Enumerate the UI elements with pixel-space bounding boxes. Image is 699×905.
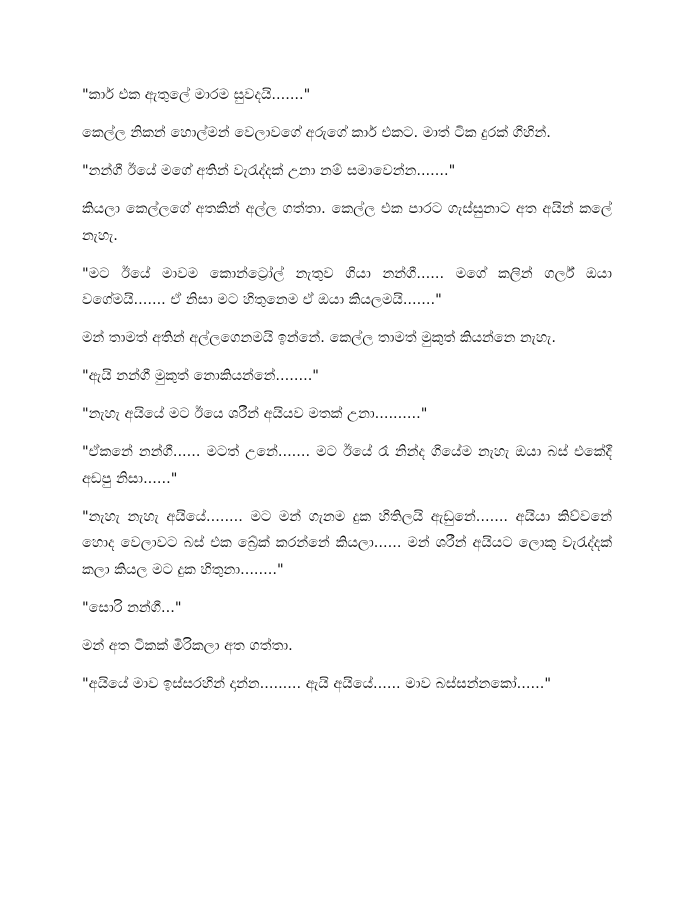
paragraph: "ඒකනේ නන්ගී...... මටත් උනේ....... මට ඊයේ රෑ නින්ද ගියේම නැහැ ඔයා බස් එකේදී අඩපු නිසා......" xyxy=(82,444,612,487)
paragraph: "ඇයි නන්ගී මුකුත් නොකියන්නේ........" xyxy=(82,368,319,384)
paragraph: මන් අත ටිකක් මිරිකලා අත ගත්තා. xyxy=(82,637,293,654)
paragraph: කෙල්ල නිකන් හොල්මන් වෙලාවගේ අරුගේ කාර් එකට. මාත් ටික දුරක් ගිහින්. xyxy=(82,125,551,141)
document-page xyxy=(82,82,612,709)
paragraph: "නන්ගී ඊයේ මගේ අතින් වැරැද්දක් උනා නම් සමාවෙන්න......." xyxy=(82,163,456,179)
paragraph: මන් තාමත් අතින් අල්ලගෙනමයි ඉන්නේ. කෙල්ල තාමත් මුකුත් කියන්නෙ නැහැ. xyxy=(82,330,556,346)
paragraph: "මට ඊයේ මාවම කොන්ට්‍රෝල් නැතුව ගියා නන්ගී...... මගේ කලින් ගර්ල් ඔයා වගේමයි....... ඒ නිසා මට හිතුනෙම ඒ ඔයා කියලමයි......." xyxy=(82,265,612,308)
paragraph: "සොරි නන්ගී..." xyxy=(82,599,182,616)
paragraph: "නැහැ අයියේ මට ඊයෙ ශරීන් අයියව මතක් උනා.........." xyxy=(82,406,428,422)
paragraph: "අයියේ මාව ඉස්සරහින් දාන්න......... ඇයි අයියේ...... මාව බස්සන්නකෝ......" xyxy=(82,675,552,692)
paragraph: කියලා කෙල්ලගේ අතකින් අල්ල ගත්තා. කෙල්ල එක පාරට ගැස්සුනාට අත අයින් කලේ නැහැ. xyxy=(82,201,612,244)
paragraph: "නැහැ නැහැ අයියේ........ මට මන් ගැනම දුක හිතිලයි ඇඩුනේ....... අයියා කිව්වනේ හොද වෙලාවට බස් එක බ්‍රේක් කරන්නේ කියලා...... මන් ශරීන් අයියට ලොකු වැරැද්දක් කලා කියල මට දුක හිතුනා........" xyxy=(82,508,612,578)
paragraph: "කාර් එක ඇතුලේ මාරම සුවදයි......." xyxy=(82,87,311,103)
